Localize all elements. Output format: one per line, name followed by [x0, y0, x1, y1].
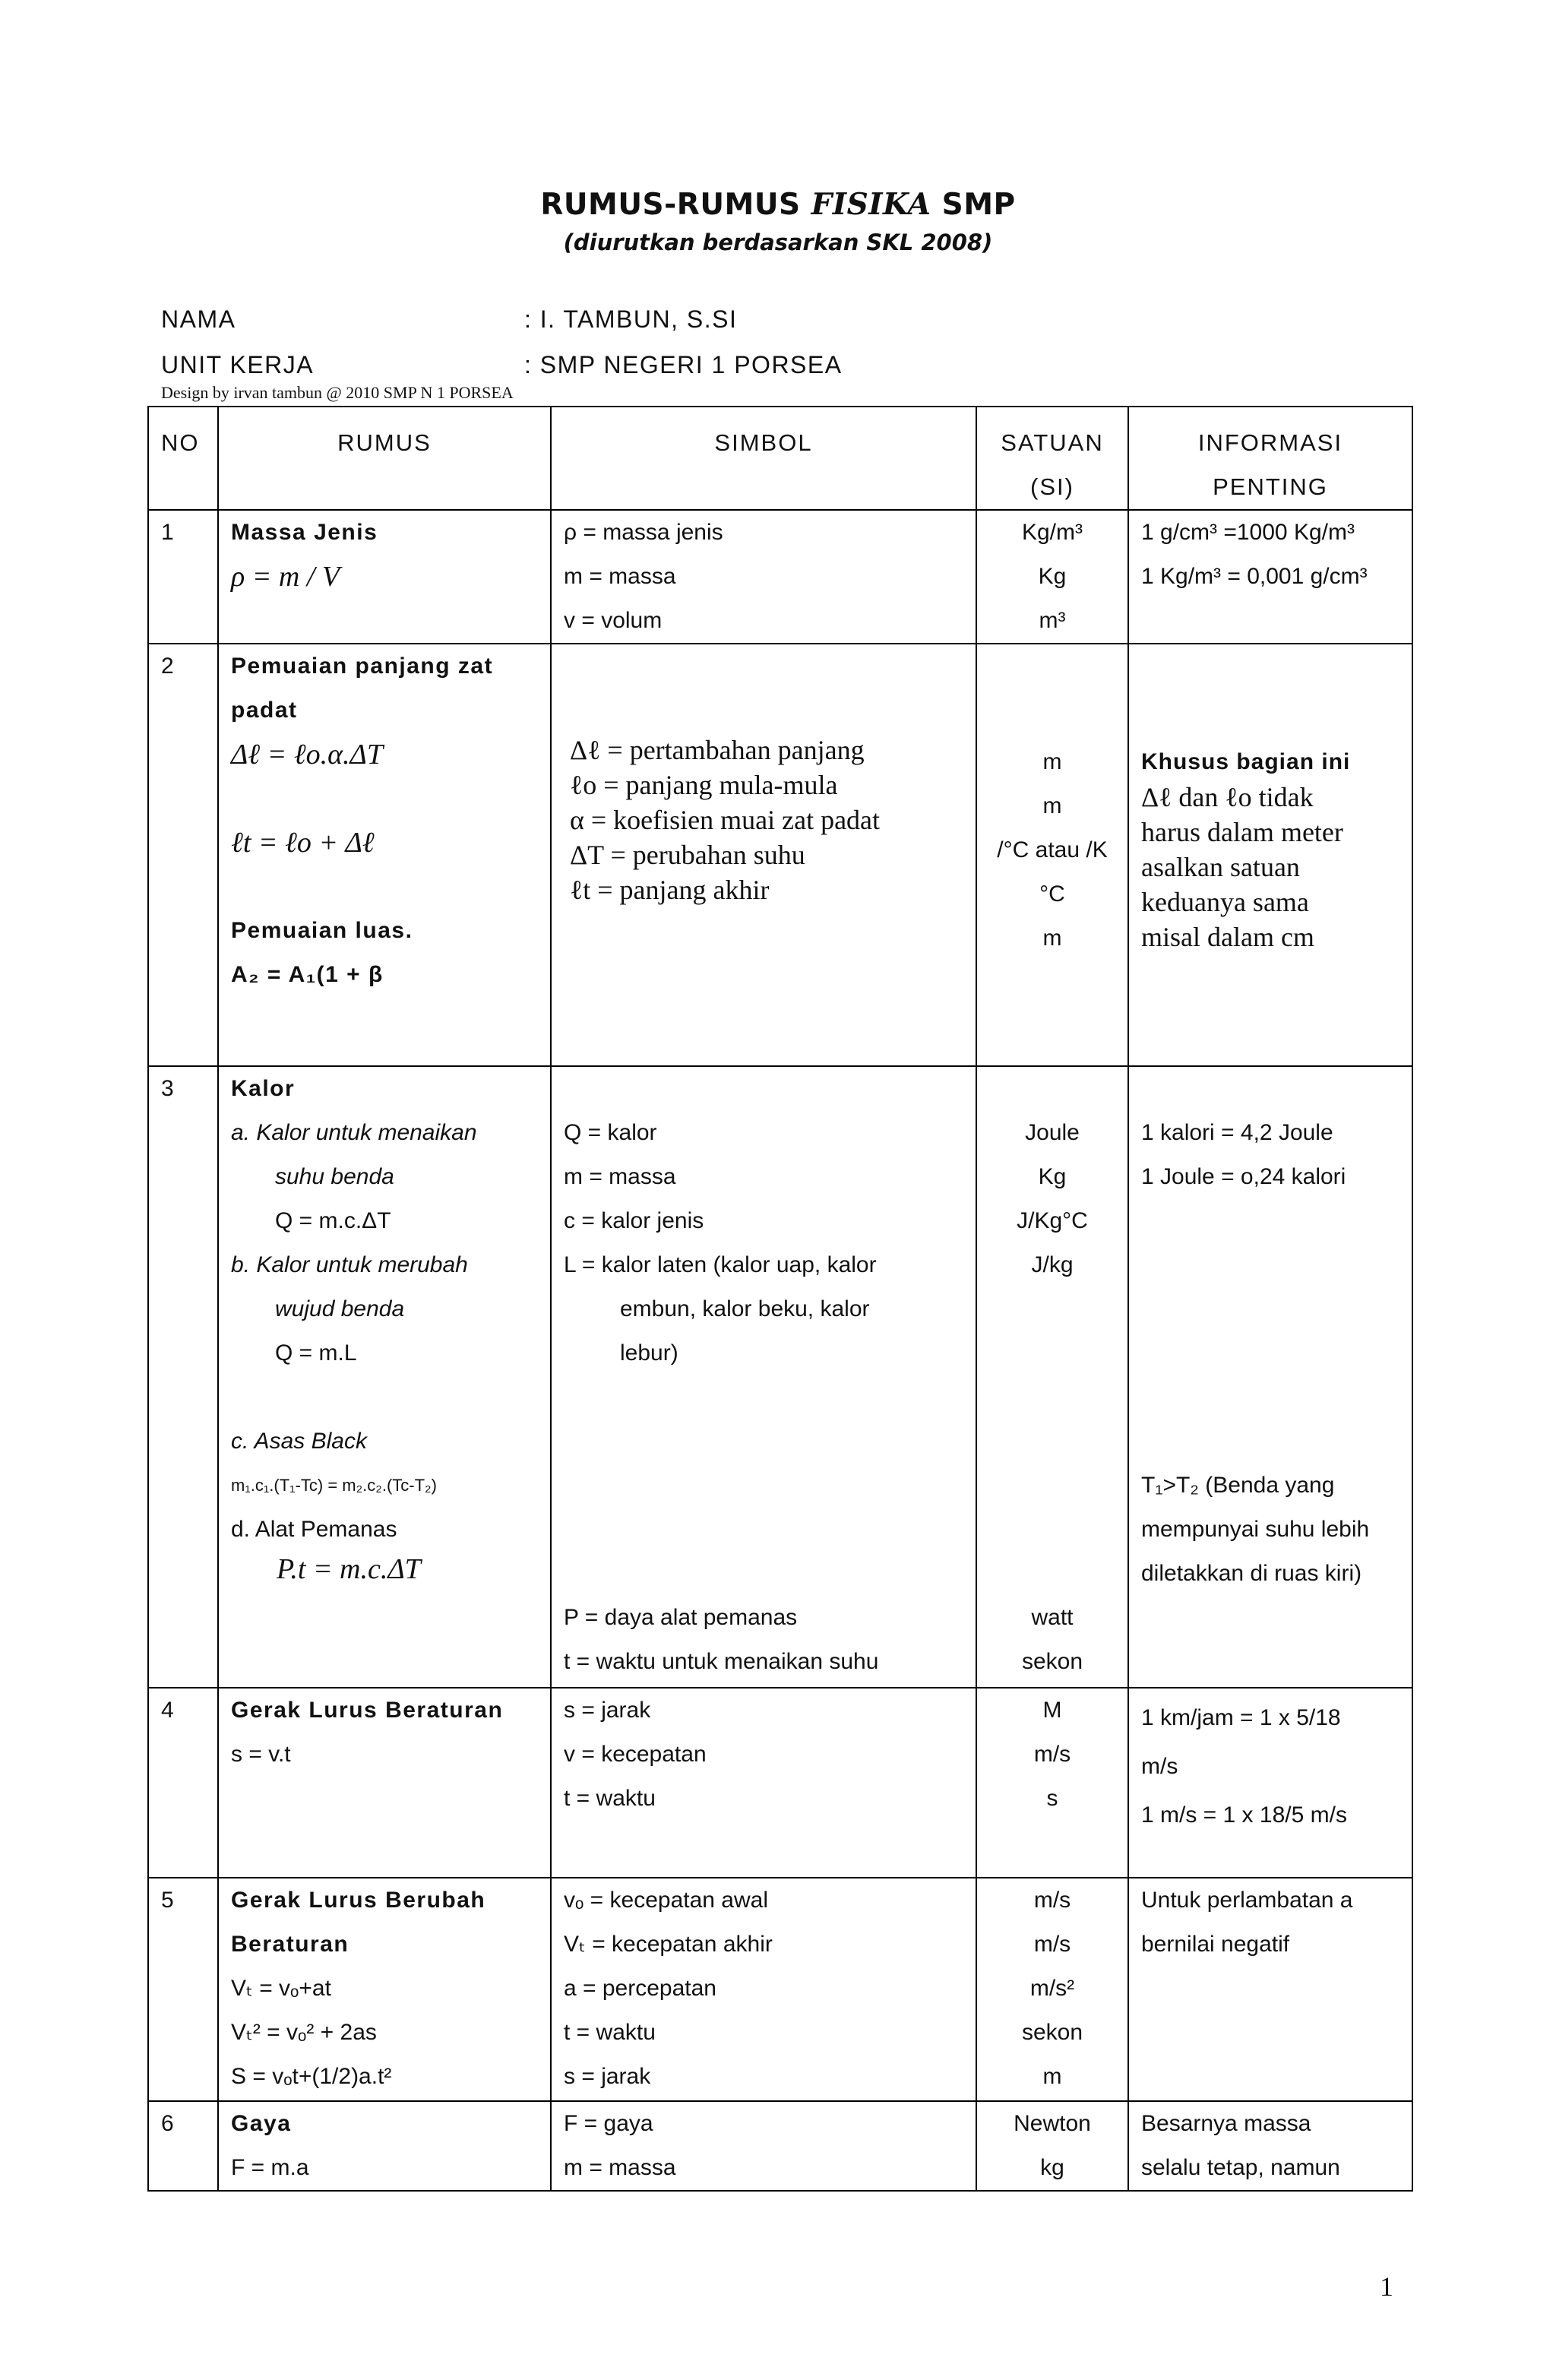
row-rumus: [218, 2101, 551, 2191]
symbol-line: m = massa: [564, 564, 676, 589]
row-number: 1: [161, 520, 174, 545]
spacer: [564, 1419, 963, 1464]
unit-line: kg: [1040, 2155, 1064, 2180]
symbol-line: ℓt = panjang akhir: [570, 875, 770, 905]
symbol-line: s = jarak: [564, 2064, 651, 2089]
header-satuan-line: (SI): [1030, 473, 1074, 500]
unit-line: J/kg: [1031, 1252, 1074, 1277]
formula: P.t = m.c.ΔT: [277, 1553, 421, 1585]
symbol-line: c = kalor jenis: [564, 1208, 704, 1233]
title-fisika: FISIKA: [811, 187, 931, 222]
formula: ρ = m / V: [231, 561, 340, 593]
formula-table: [147, 406, 1413, 2192]
symbol-line: ΔT = perubahan suhu: [570, 840, 805, 870]
row-info: [1128, 1878, 1412, 2101]
formula-title: Beraturan: [231, 1932, 349, 1957]
unit-line: m: [1042, 2064, 1062, 2089]
unit-line: m: [1042, 793, 1062, 818]
symbol-line: embun, kalor beku, kalor: [620, 1296, 870, 1321]
info-line: Besarnya massa: [1141, 2111, 1311, 2136]
unit-line: /°C atau /K: [997, 837, 1108, 862]
unit-line: Kg: [1038, 1164, 1067, 1189]
formula-title: Gerak Lurus Berubah: [231, 1888, 486, 1913]
symbol-line: s = jarak: [564, 1698, 651, 1723]
row-simbol: [551, 510, 976, 644]
info-line: mempunyai suhu lebih: [1141, 1517, 1370, 1542]
spacer: [989, 1552, 1115, 1596]
formula: s = v.t: [231, 1742, 291, 1767]
info-line: Δℓ dan ℓo tidak: [1141, 782, 1314, 812]
info-line: bernilai negatif: [1141, 1932, 1290, 1957]
spacer: [1141, 1331, 1399, 1375]
formula: Vₜ = vₒ+at: [231, 1976, 331, 2001]
row-simbol: [551, 2101, 976, 2191]
spacer: [989, 1375, 1115, 1419]
spacer: [1141, 1243, 1399, 1287]
info-line: 1 Kg/m³ = 0,001 g/cm³: [1141, 564, 1368, 589]
formula: F = m.a: [231, 2155, 309, 2180]
info-line: 1 m/s = 1 x 18/5 m/s: [1141, 1802, 1347, 1828]
row-number: 6: [161, 2111, 174, 2136]
row-satuan: [976, 1878, 1128, 2101]
unit-line: Joule: [1025, 1120, 1080, 1145]
table-row: [148, 2101, 1412, 2191]
page-subtitle: (diurutkan berdasarkan SKL 2008): [563, 229, 993, 255]
row-number: 4: [161, 1698, 174, 1723]
formula-title: Massa Jenis: [231, 520, 378, 545]
formula: Δℓ = ℓo.α.ΔT: [231, 739, 383, 771]
table-header-row: [148, 407, 1412, 510]
symbol-line: α = koefisien muai zat padat: [570, 805, 881, 835]
row-simbol: [551, 644, 976, 1066]
spacer: [1141, 1419, 1399, 1464]
symbol-line: v = kecepatan: [564, 1742, 707, 1767]
formula-sub: wujud benda: [275, 1296, 405, 1321]
formula: Vₜ² = vₒ² + 2as: [231, 2020, 377, 2045]
info-line: m/s: [1141, 1754, 1178, 1779]
unit-line: sekon: [1021, 2020, 1083, 2045]
unit-line: m: [1042, 749, 1062, 774]
header-satuan: [976, 407, 1128, 510]
symbol-line: vₒ = kecepatan awal: [564, 1888, 768, 1913]
row-info: [1128, 2101, 1412, 2191]
row-no: [148, 1066, 218, 1688]
symbol-line: t = waktu: [564, 1786, 656, 1811]
row-satuan: [976, 644, 1128, 1066]
spacer: [564, 1508, 963, 1552]
info-line: misal dalam cm: [1141, 922, 1314, 952]
unit-line: Kg: [1038, 564, 1067, 589]
spacer: [231, 1375, 538, 1419]
symbol-line: L = kalor laten (kalor uap, kalor: [564, 1252, 877, 1277]
unit-value: : SMP NEGERI 1 PORSEA: [524, 351, 843, 378]
row-satuan: [976, 1688, 1128, 1878]
formula-title: Pemuaian luas.: [231, 918, 413, 943]
spacer: [989, 1508, 1115, 1552]
symbol-line: lebur): [620, 1340, 678, 1366]
unit-line: watt: [1031, 1605, 1074, 1630]
row-simbol: [551, 1066, 976, 1688]
info-line: diletakkan di ruas kiri): [1141, 1561, 1362, 1586]
spacer: [989, 1287, 1115, 1331]
formula-title: Kalor: [231, 1076, 296, 1101]
symbol-line: Vₜ = kecepatan akhir: [564, 1932, 773, 1957]
formula-title: Gerak Lurus Beraturan: [231, 1698, 504, 1723]
table-row: [148, 644, 1412, 1066]
spacer: [231, 777, 538, 821]
row-rumus: [218, 644, 551, 1066]
formula: m₁.c₁.(T₁-Tc) = m₂.c₂.(Tc-T₂): [231, 1476, 437, 1495]
formula-title: Gaya: [231, 2111, 292, 2136]
row-rumus: [218, 1688, 551, 1878]
row-no: [148, 1688, 218, 1878]
spacer: [1141, 1199, 1399, 1243]
info-line: selalu tetap, namun: [1141, 2155, 1340, 2180]
table-row: [148, 1878, 1412, 2101]
row-no: [148, 2101, 218, 2191]
info-line: 1 Joule = o,24 kalori: [1141, 1164, 1346, 1189]
row-number: 3: [161, 1076, 174, 1101]
page-number: 1: [1380, 2271, 1393, 2302]
symbol-line: a = percepatan: [564, 1976, 716, 2001]
formula-sub: c. Asas Black: [231, 1429, 367, 1454]
unit-label: UNIT KERJA: [161, 351, 315, 378]
unit-line: s: [1046, 1786, 1058, 1811]
header-simbol: SIMBOL: [551, 407, 976, 510]
info-line: 1 g/cm³ =1000 Kg/m³: [1141, 520, 1355, 545]
spacer: [989, 1464, 1115, 1508]
unit-line: °C: [1039, 881, 1065, 907]
nama-value: : I. TAMBUN, S.SI: [524, 305, 738, 333]
symbol-line: t = waktu untuk menaikan suhu: [564, 1649, 879, 1674]
row-satuan: [976, 2101, 1128, 2191]
symbol-line: ρ = massa jenis: [564, 520, 723, 545]
row-no: [148, 510, 218, 644]
formula: Q = m.c.ΔT: [275, 1208, 391, 1233]
table-row: [148, 1688, 1412, 1878]
header-informasi: [1128, 407, 1412, 510]
formula: ℓt = ℓo + Δℓ: [231, 827, 375, 859]
info-line: 1 kalori = 4,2 Joule: [1141, 1120, 1333, 1145]
spacer: [989, 1419, 1115, 1464]
row-info: [1128, 1688, 1412, 1878]
row-satuan: [976, 510, 1128, 644]
formula-sub: a. Kalor untuk menaikan: [231, 1120, 477, 1145]
header-rumus: RUMUS: [218, 407, 551, 510]
spacer: [1141, 1287, 1399, 1331]
header-satuan-line: SATUAN: [1001, 429, 1104, 456]
spacer: [564, 1375, 963, 1419]
row-rumus: [218, 1878, 551, 2101]
title-part: RUMUS-RUMUS: [540, 188, 811, 222]
info-line: 1 km/jam = 1 x 5/18: [1141, 1705, 1341, 1730]
unit-line: m/s: [1033, 1932, 1071, 1957]
symbol-line: Δℓ = pertambahan panjang: [570, 735, 865, 765]
row-info: [1128, 510, 1412, 644]
header-info-line: INFORMASI: [1197, 429, 1343, 456]
row-info: [1128, 644, 1412, 1066]
row-rumus: [218, 1066, 551, 1688]
unit-line: J/Kg°C: [1017, 1208, 1088, 1233]
unit-line: m/s: [1033, 1888, 1071, 1913]
table-row: [148, 1066, 1412, 1688]
info-line: asalkan satuan: [1141, 852, 1300, 882]
spacer: [564, 1552, 963, 1596]
row-simbol: [551, 1688, 976, 1878]
formula-sub: suhu benda: [275, 1164, 394, 1189]
unit-line: Kg/m³: [1021, 520, 1083, 545]
unit-line: m/s²: [1029, 1976, 1075, 2001]
row-number: 5: [161, 1888, 174, 1913]
symbol-line: F = gaya: [564, 2111, 653, 2136]
info-line: Untuk perlambatan a: [1141, 1888, 1353, 1913]
header-info-line: PENTING: [1213, 473, 1328, 500]
unit-line: M: [1042, 1698, 1062, 1723]
info-emphasis: Khusus bagian ini: [1141, 749, 1351, 774]
title-part: SMP: [931, 188, 1016, 222]
symbol-line: Q = kalor: [564, 1120, 657, 1145]
formula-sub: b. Kalor untuk merubah: [231, 1252, 468, 1277]
symbol-line: P = daya alat pemanas: [564, 1605, 798, 1630]
info-line: keduanya sama: [1141, 887, 1309, 917]
unit-line: m/s: [1033, 1742, 1071, 1767]
credit-line: Design by irvan tambun @ 2010 SMP N 1 PORSEA: [161, 383, 514, 402]
unit-line: m³: [1039, 608, 1066, 633]
header-no: NO: [148, 407, 218, 510]
spacer: [1141, 1375, 1399, 1419]
symbol-line: m = massa: [564, 2155, 676, 2180]
row-simbol: [551, 1878, 976, 2101]
formula: A₂ = A₁(1 + β: [231, 962, 384, 987]
row-info: [1128, 1066, 1412, 1688]
unit-line: sekon: [1021, 1649, 1083, 1674]
page-title: [0, 187, 1556, 222]
symbol-line: ℓo = panjang mula-mula: [570, 770, 838, 800]
spacer: [231, 865, 538, 909]
info-line: harus dalam meter: [1141, 817, 1343, 847]
row-no: [148, 1878, 218, 2101]
row-no: [148, 644, 218, 1066]
info-line: [1141, 745, 1399, 780]
spacer: [564, 1464, 963, 1508]
info-line: T₁>T₂ (Benda yang: [1141, 1473, 1335, 1498]
nama-label: NAMA: [161, 305, 236, 333]
unit-line: m: [1042, 926, 1062, 951]
spacer: [989, 1331, 1115, 1375]
formula: S = vₒt+(1/2)a.t²: [231, 2064, 392, 2089]
row-satuan: [976, 1066, 1128, 1688]
symbol-line: v = volum: [564, 608, 663, 633]
formula: Q = m.L: [275, 1340, 357, 1366]
symbol-line: t = waktu: [564, 2020, 656, 2045]
formula-title: padat: [231, 698, 298, 723]
unit-line: Newton: [1014, 2111, 1091, 2136]
row-number: 2: [161, 654, 174, 679]
symbol-line: m = massa: [564, 1164, 676, 1189]
formula-title: Pemuaian panjang zat: [231, 654, 494, 679]
formula-sub: d. Alat Pemanas: [231, 1517, 397, 1542]
table-row: [148, 510, 1412, 644]
row-rumus: [218, 510, 551, 644]
